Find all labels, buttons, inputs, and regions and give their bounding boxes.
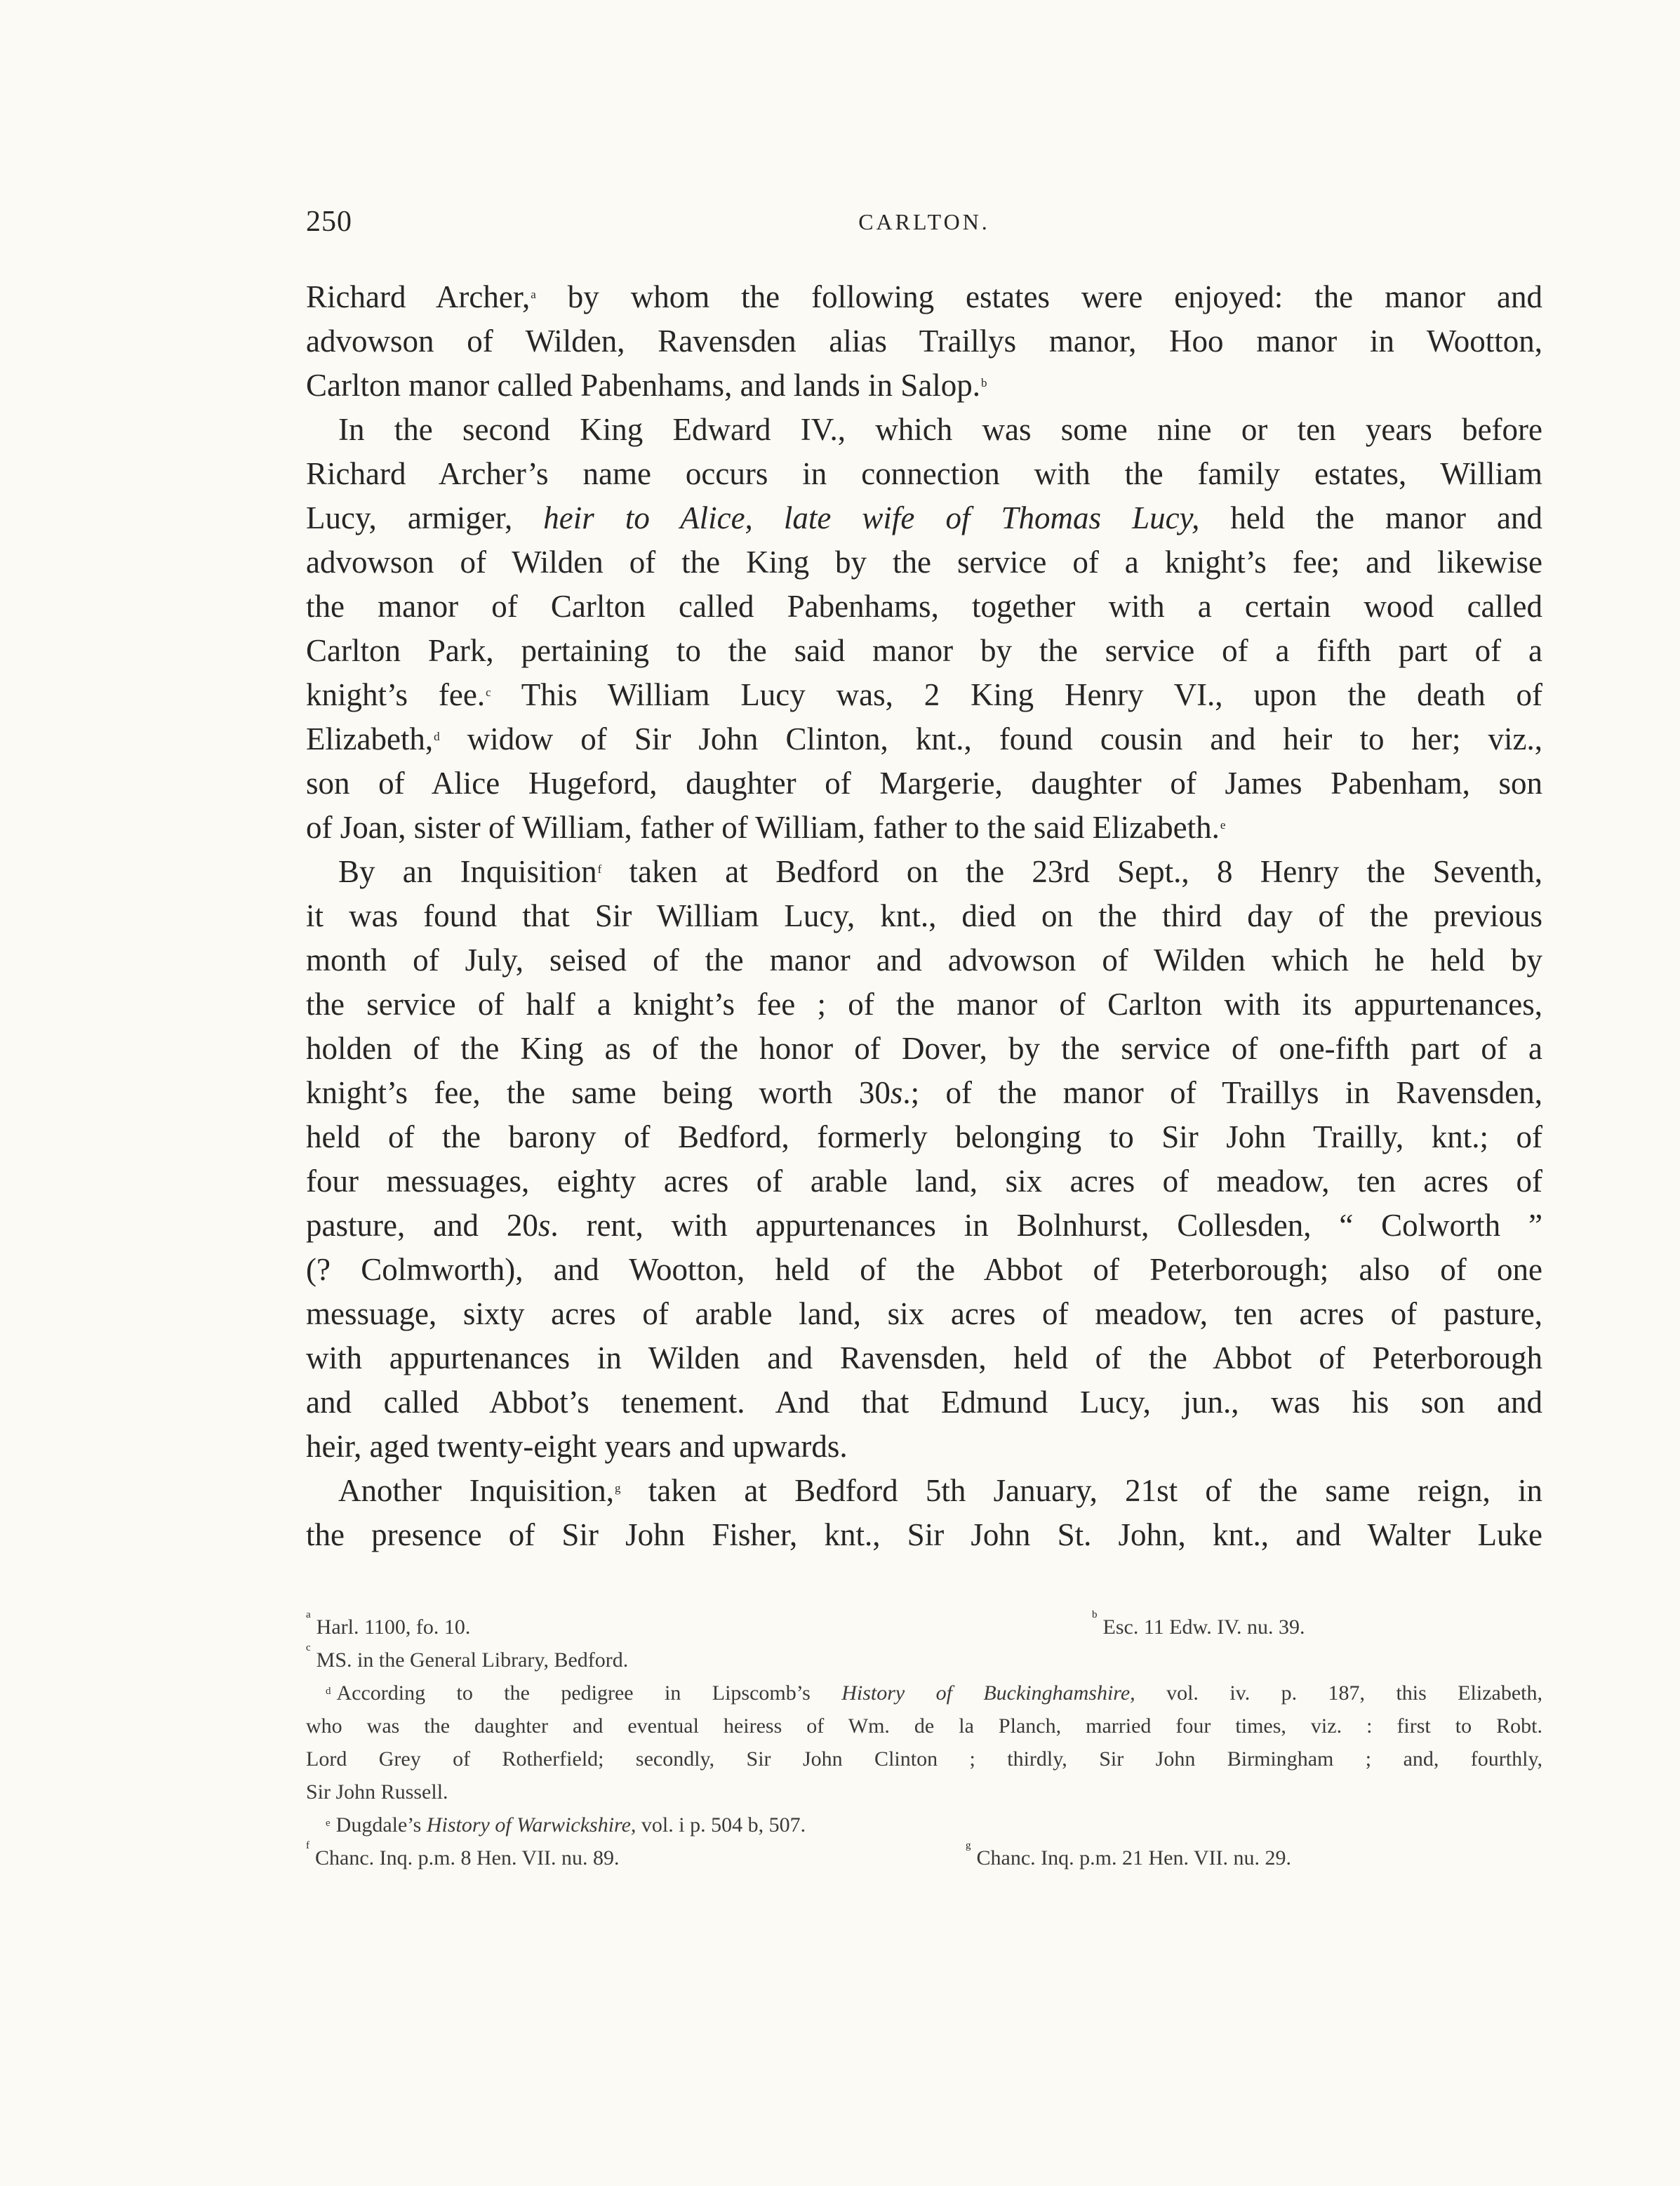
text-run: held the manor and xyxy=(1199,500,1542,535)
text-run: by whom the following estates were enjoyed: the manor and xyxy=(535,279,1542,314)
text-line xyxy=(306,408,1542,452)
text-run: knight’s fee. xyxy=(306,677,486,712)
text-run: vol. iv. p. 187, this Elizabeth, xyxy=(1135,1681,1542,1705)
text-run: Carlton Park, pertaining to the said manor by the service of a fifth part of a xyxy=(306,633,1542,668)
text-line xyxy=(306,585,1542,629)
text-line xyxy=(306,1380,1542,1425)
text-run: Richard Archer, xyxy=(306,279,531,314)
text-run: the manor of Carlton called Pabenhams, together with a certain wood called xyxy=(306,589,1542,624)
main-text xyxy=(306,275,1542,1557)
text-line xyxy=(306,1027,1542,1071)
footnote-a: $^a$Harl. 1100, fo. 10. xyxy=(306,1609,471,1639)
footnote-marker: e xyxy=(1220,818,1226,832)
footnote-c: $^c$MS. in the General Library, Bedford. xyxy=(306,1642,629,1672)
text-line xyxy=(306,850,1542,894)
text-line xyxy=(306,1513,1542,1557)
footnote-marker: c xyxy=(486,686,491,699)
text-run: heir, aged twenty-eight years and upwards. xyxy=(306,1429,848,1464)
text-line xyxy=(306,275,1542,319)
text-run: taken at Bedford 5th January, 21st of the same reign, in xyxy=(620,1473,1542,1508)
text-line xyxy=(306,1469,1542,1513)
text-line xyxy=(306,319,1542,364)
text-run: knight’s fee, the same being worth 30 xyxy=(306,1075,891,1110)
text-line xyxy=(306,717,1542,761)
text-run: According to the pedigree in Lipscomb’s xyxy=(336,1681,842,1705)
text-line xyxy=(306,806,1542,850)
text-run: messuage, sixty acres of arable land, six acres of meadow, ten acres of pasture, xyxy=(306,1296,1542,1331)
running-title: CARLTON. xyxy=(858,209,990,234)
text-line xyxy=(306,1159,1542,1204)
text-run: advowson of Wilden of the King by the service of a knight’s fee; and likewise xyxy=(306,545,1542,580)
text-run: In the second King Edward IV., which was some nine or ten years before xyxy=(338,412,1542,447)
text-run: This William Lucy was, 2 King Henry VI., upon the death of xyxy=(491,677,1543,712)
italic-text: History of Buckinghamshire, xyxy=(841,1681,1135,1705)
italic-text: History of Warwickshire, xyxy=(426,1813,636,1837)
italic-text: heir to Alice, late wife of Thomas Lucy, xyxy=(543,500,1200,535)
text-line xyxy=(306,496,1542,540)
text-run: Carlton manor called Pabenhams, and lands in Salop. xyxy=(306,368,981,403)
text-run: the presence of Sir John Fisher, knt., Sir John St. John, knt., and Walter Luke xyxy=(306,1517,1542,1552)
text-run: advowson of Wilden, Ravensden alias Traillys manor, Hoo manor in Wootton, xyxy=(306,324,1542,359)
footnote-d xyxy=(306,1677,1542,1808)
text-run: of Joan, sister of William, father of William, father to the said Elizabeth. xyxy=(306,810,1220,845)
footnote-marker: g xyxy=(614,1481,621,1495)
page-number: 250 xyxy=(306,206,352,238)
text-run: the service of half a knight’s fee ; of the manor of Carlton with its appurtenances, xyxy=(306,987,1542,1022)
text-line xyxy=(306,452,1542,496)
text-line xyxy=(306,673,1542,717)
footnote-row-ab xyxy=(306,1611,1542,1644)
text-line xyxy=(306,1071,1542,1115)
footnote-marker: d xyxy=(434,730,440,743)
text-run: pasture, and 20 xyxy=(306,1208,538,1243)
text-run: month of July, seised of the manor and advowson of Wilden which he held by xyxy=(306,942,1542,978)
text-run: .; of the manor of Traillys in Ravensden, xyxy=(902,1075,1542,1110)
text-line xyxy=(306,1248,1542,1292)
text-run: Lord Grey of Rotherfield; secondly, Sir John Clinton ; thirdly, Sir John Birmingham ; and, fourthly, xyxy=(306,1747,1542,1771)
text-run: holden of the King as of the honor of Dover, by the service of one-fifth part of a xyxy=(306,1031,1542,1066)
text-run: Elizabeth, xyxy=(306,721,434,757)
text-run: Sir John Russell. xyxy=(306,1780,448,1804)
text-run: and called Abbot’s tenement. And that Edmund Lucy, jun., was his son and xyxy=(306,1385,1542,1420)
text-line xyxy=(306,540,1542,585)
text-line xyxy=(306,1425,1542,1469)
footnote-marker: d xyxy=(326,1686,331,1697)
text-run: . rent, with appurtenances in Bolnhurst, Collesden, “ Colworth ” xyxy=(550,1208,1542,1243)
footnote-marker: b xyxy=(981,376,987,389)
text-line xyxy=(306,1204,1542,1248)
footnotes xyxy=(306,1611,1542,1874)
text-run: four messuages, eighty acres of arable land, six acres of meadow, ten acres of xyxy=(306,1164,1542,1199)
text-run: Dugdale’s xyxy=(335,1813,427,1837)
text-run: By an Inquisition xyxy=(338,854,597,889)
footnote-d-line xyxy=(306,1710,1542,1742)
footnote-d-line xyxy=(306,1677,1542,1710)
page-header xyxy=(306,205,1542,247)
footnote-e xyxy=(306,1808,1542,1841)
text-line xyxy=(306,938,1542,982)
text-run: Lucy, armiger, xyxy=(306,500,544,535)
footnote-row-fg xyxy=(306,1841,1542,1874)
text-run: taken at Bedford on the 23rd Sept., 8 Henry the Seventh, xyxy=(601,854,1542,889)
italic-text: s xyxy=(890,1075,903,1110)
footnote-marker: f xyxy=(597,862,602,876)
text-run: vol. i p. 504 b, 507. xyxy=(636,1813,806,1837)
footnote-d-line xyxy=(306,1742,1542,1775)
footnote-marker: e xyxy=(326,1818,331,1829)
footnote-b: $^b$Esc. 11 Edw. IV. nu. 39. xyxy=(1092,1609,1305,1639)
text-run: with appurtenances in Wilden and Ravensden, held of the Abbot of Peterborough xyxy=(306,1340,1542,1375)
text-run: son of Alice Hugeford, daughter of Margerie, daughter of James Pabenham, son xyxy=(306,766,1542,801)
footnote-d-line xyxy=(306,1775,1542,1808)
text-run: held of the barony of Bedford, formerly belonging to Sir John Trailly, knt.; of xyxy=(306,1119,1542,1154)
text-run: (? Colmworth), and Wootton, held of the Abbot of Peterborough; also of one xyxy=(306,1252,1542,1287)
footnote-g: $^g$Chanc. Inq. p.m. 21 Hen. VII. nu. 29. xyxy=(966,1840,1292,1870)
text-run: it was found that Sir William Lucy, knt., died on the third day of the previous xyxy=(306,898,1542,933)
text-line xyxy=(306,1336,1542,1380)
text-run: widow of Sir John Clinton, knt., found cousin and heir to her; viz., xyxy=(439,721,1542,757)
text-line xyxy=(306,364,1542,408)
text-run: who was the daughter and eventual heiress of Wm. de la Planch, married four times, viz. : first to Robt. xyxy=(306,1714,1542,1738)
text-line xyxy=(306,1292,1542,1336)
footnote-f: $^f$Chanc. Inq. p.m. 8 Hen. VII. nu. 89. xyxy=(306,1840,620,1870)
text-line xyxy=(306,894,1542,938)
text-run: Richard Archer’s name occurs in connection with the family estates, William xyxy=(306,456,1542,491)
footnote-marker: a xyxy=(531,288,536,301)
text-line xyxy=(306,982,1542,1027)
text-line xyxy=(306,1115,1542,1159)
text-line xyxy=(306,761,1542,806)
italic-text: s xyxy=(538,1208,551,1243)
text-line xyxy=(306,629,1542,673)
text-run: Another Inquisition, xyxy=(338,1473,614,1508)
